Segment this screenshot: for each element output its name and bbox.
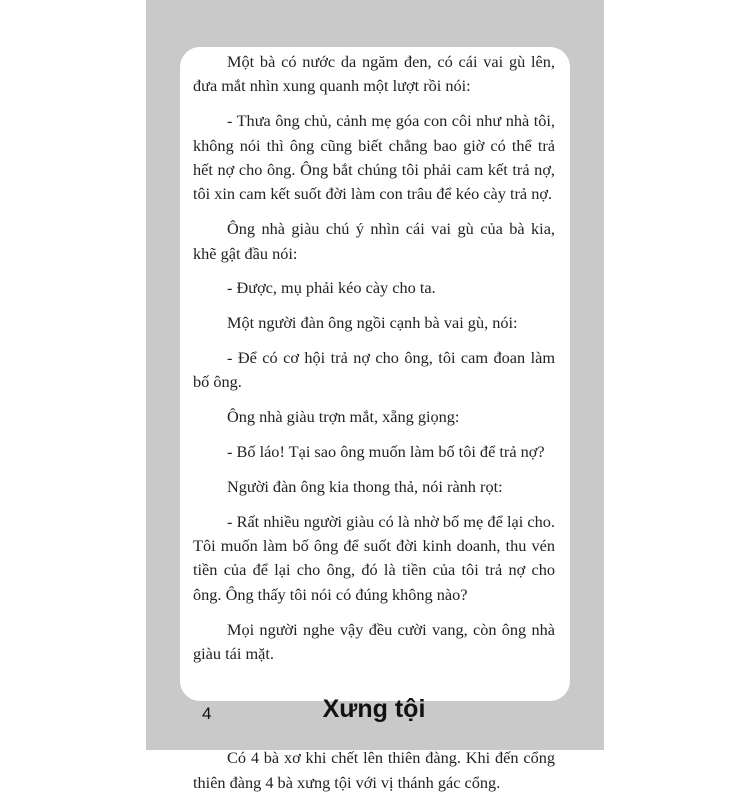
paragraph: - Bố láo! Tại sao ông muốn làm bố tôi để trả nợ?	[227, 442, 545, 462]
paragraph: - Được, mụ phải kéo cày cho ta.	[227, 278, 436, 298]
paragraph: Người đàn ông kia thong thả, nói rành rọt:	[227, 476, 503, 496]
paragraph: Ông nhà giàu chú ý nhìn cái vai gù của bà kia, khẽ gật đầu nói:	[193, 219, 555, 263]
paragraph: - Thưa ông chủ, cảnh mẹ góa con côi như nhà tôi, không nói thì ông cũng biết chẳng bao giờ có thể trả hết nợ cho ông. Ông bắt chúng tôi phải cam kết trả nợ, tôi xin cam kết suốt đời làm con trâu để kéo cày trả nợ.	[193, 111, 555, 204]
paragraph: - Rất nhiều người giàu có là nhờ bố mẹ để lại cho. Tôi muốn làm bố ông để suốt đời kinh doanh, thu vén tiền của để lại cho ông, đó là tiền của tôi trả nợ cho ông. Ông thấy tôi nói có đúng không nào?	[193, 511, 555, 604]
section-title: Xưng tội	[322, 695, 426, 724]
paragraph: - Để có cơ hội trả nợ cho ông, tôi cam đoan làm bố ông.	[193, 348, 555, 392]
body-text	[193, 50, 555, 806]
paragraph: Có 4 bà xơ khi chết lên thiên đàng. Khi đến cổng thiên đàng 4 bà xưng tội với vị thánh gác cổng.	[193, 748, 555, 792]
paragraph: Mọi người nghe vậy đều cười vang, còn ông nhà giàu tái mặt.	[193, 619, 555, 664]
page-number: 4	[202, 704, 212, 723]
paragraph: Một bà có nước da ngăm đen, có cái vai gù lên, đưa mắt nhìn xung quanh một lượt rồi nói:	[193, 52, 555, 96]
paragraph: Một người đàn ông ngồi cạnh bà vai gù, nói:	[227, 313, 518, 333]
paragraph: Ông nhà giàu trợn mắt, xẵng giọng:	[227, 407, 460, 427]
